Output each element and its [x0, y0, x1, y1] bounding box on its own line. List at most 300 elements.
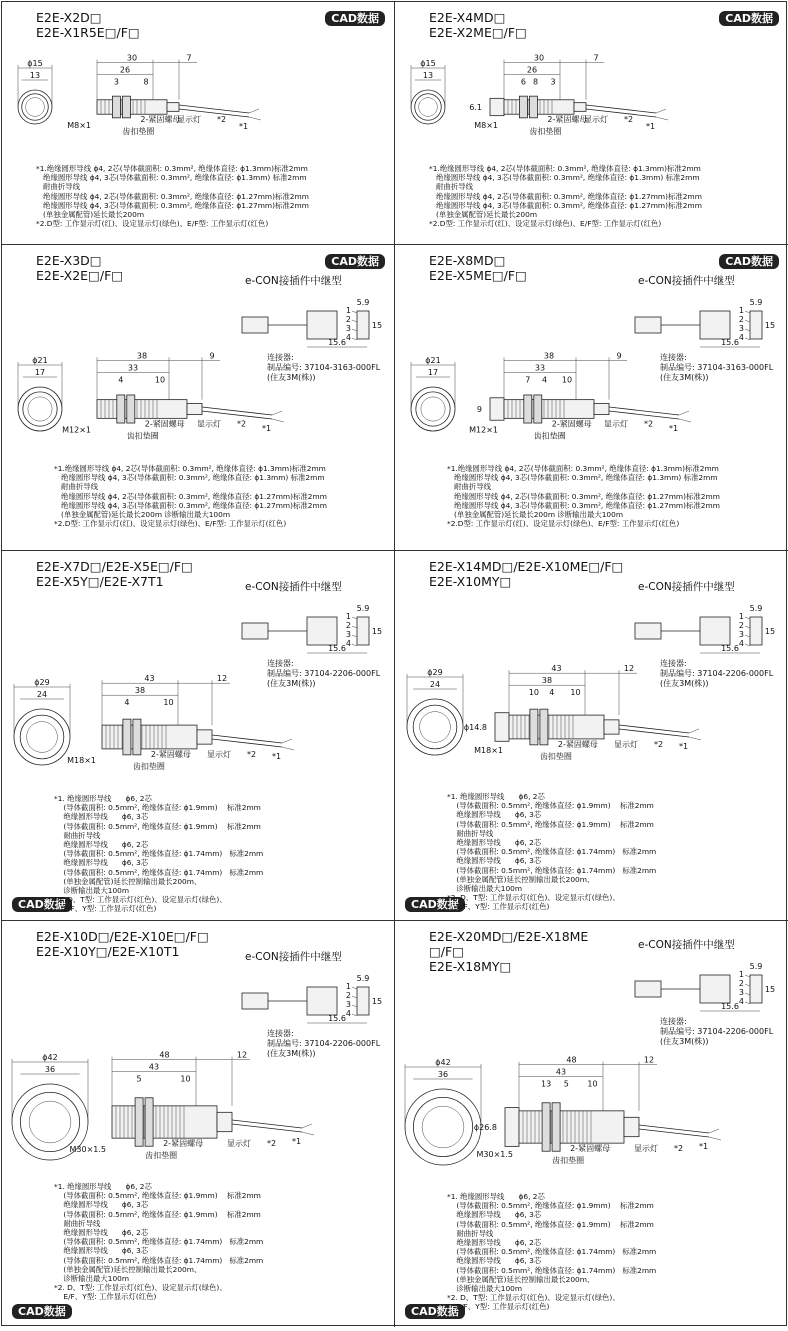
pin-label: 4 — [345, 639, 351, 648]
note-line: *1. 绝缘圆形导线 ϕ6, 2芯 — [447, 1192, 545, 1201]
note-line: 绝缘圆形导线 ϕ6, 2芯 — [447, 1238, 542, 1248]
indicator-label: 显示灯 — [634, 1144, 658, 1154]
clamp-nut — [122, 96, 130, 118]
connector-info-line: 连接器: — [660, 1017, 687, 1026]
tail-length-label: 7 — [593, 53, 599, 63]
pin-label: 1 — [345, 982, 351, 991]
head-diameter-label: 9 — [476, 405, 482, 414]
thread-spec-label: M8×1 — [67, 121, 91, 131]
model-cell — [395, 551, 788, 921]
econ-pin-face — [357, 617, 369, 645]
sensing-head — [490, 98, 504, 115]
thread-length-label: 33 — [127, 363, 139, 373]
econ-connector-label: e-CON接插件中继型 — [638, 581, 735, 593]
clamp-nut — [135, 1098, 143, 1146]
connector-plug — [635, 623, 661, 639]
cable — [586, 105, 656, 113]
front-diameter-label: ϕ21 — [32, 356, 48, 365]
note-line: *2. D、T型: 工作显示灯(红色)、设定显示灯(绿色)、 — [447, 893, 620, 903]
note-line: 耐曲折导线 — [54, 830, 101, 840]
head-diameter-label: ϕ26.8 — [473, 1123, 497, 1132]
note-line: (导体截面积: 0.5mm², 绝缘体直径: ϕ1.74mm) 标准2mm — [54, 1237, 264, 1247]
cable-notes — [429, 164, 702, 228]
toothed-washer-label: 齿扣垫圈 — [122, 127, 155, 137]
note-line: *1.绝缘圆形导线 ϕ4, 2芯(导体截面积: 0.3mm², 绝缘体直径: ϕ1.3mm)标准2mm — [429, 164, 701, 173]
pin-label: 2 — [738, 621, 744, 630]
note-line: 绝缘圆形导线 ϕ6, 2芯 — [447, 838, 542, 848]
model-title: E2E-X20MD□/E2E-X18ME □/F□ E2E-X18MY□ — [429, 929, 589, 974]
note-line: 绝缘圆形导线 ϕ6, 3芯 — [54, 1200, 149, 1210]
cable-protector — [594, 403, 609, 414]
note-line: (单独金属配管)延长最长200m 诊断输出最大100m — [54, 510, 231, 520]
connector-length-label: 15.6 — [721, 1002, 739, 1011]
note-line: *2. D、T型: 工作显示灯(红色)、设定显示灯(绿色)、 — [447, 1293, 620, 1303]
pin-label: 4 — [738, 333, 744, 342]
connector-info — [267, 1029, 380, 1059]
cable — [179, 105, 249, 113]
cable-protector — [197, 730, 212, 744]
connector-info-line: (住友3M(株)) — [267, 373, 316, 382]
overall-length-label: 38 — [543, 351, 555, 361]
connector-plug — [242, 623, 268, 639]
dim-a-label: 6 — [520, 77, 526, 87]
connector-length-label: 15.6 — [328, 644, 346, 653]
cable — [202, 407, 272, 415]
connector-info-line: 连接器: — [660, 353, 687, 362]
clamp-nut — [540, 709, 548, 745]
note2-ref: *2 — [217, 115, 227, 125]
note-line: (导体截面积: 0.5mm², 绝缘体直径: ϕ1.74mm) 标准2mm — [447, 847, 657, 857]
thread-spec-label: M30×1.5 — [69, 1145, 106, 1155]
indicator-label: 显示灯 — [177, 115, 201, 125]
tail-length-label: 12 — [643, 1055, 655, 1065]
note-line: (单独金属配管)延长最长200m — [429, 210, 538, 220]
connector-plug — [242, 317, 268, 333]
clamp-nut — [123, 719, 131, 755]
note-line: 耐曲折导线 — [447, 1228, 494, 1238]
thread-spec-label: M18×1 — [67, 755, 96, 765]
sensing-head — [505, 1108, 519, 1147]
pin-label: 2 — [738, 979, 744, 988]
thread-spec-label: M12×1 — [62, 425, 91, 435]
thread-spec-label: M8×1 — [474, 121, 498, 131]
cable-protector — [624, 1117, 639, 1136]
note-line: (导体截面积: 0.5mm², 绝缘体直径: ϕ1.74mm) 标准2mm — [447, 1247, 657, 1257]
front-diameter-label: ϕ21 — [425, 356, 441, 365]
front-diameter-label: ϕ42 — [42, 1053, 58, 1062]
note-line: 绝缘圆形导线 ϕ4, 3芯(导体截面积: 0.3mm², 绝缘体直径: ϕ1.27mm)标准2mm — [447, 500, 720, 510]
econ-connector-label: e-CON接插件中继型 — [638, 275, 735, 287]
connector-info — [267, 659, 380, 689]
pin-label: 4 — [738, 997, 744, 1006]
hex-width-label: 24 — [36, 690, 48, 699]
front-diameter-label: ϕ42 — [435, 1058, 451, 1067]
connector-width-label: 5.9 — [356, 604, 370, 613]
note-line: 诊断输出最大100m — [447, 1284, 523, 1294]
pin-label: 4 — [345, 333, 351, 342]
datasheet — [1, 1, 787, 1326]
cad-data-button[interactable]: CAD数据 — [325, 11, 385, 26]
note-line: (导体截面积: 0.5mm², 绝缘体直径: ϕ1.9mm) 标准2mm — [447, 1201, 654, 1211]
tail-length-label: 9 — [616, 351, 622, 361]
model-title: E2E-X10D□/E2E-X10E□/F□ E2E-X10Y□/E2E-X10T1 — [36, 929, 209, 959]
head-diameter-label: 6.1 — [469, 103, 482, 112]
front-view-outer — [411, 90, 445, 124]
econ-housing — [700, 617, 730, 645]
cad-data-button[interactable]: CAD数据 — [719, 11, 779, 26]
note-line: 绝缘圆形导线 ϕ4, 3芯(导体截面积: 0.3mm², 绝缘体直径: ϕ1.3mm) 标准2mm — [447, 473, 718, 483]
hex-width-label: 36 — [44, 1065, 56, 1074]
indicator-label: 显示灯 — [197, 419, 221, 429]
econ-housing — [307, 987, 337, 1015]
clamp-nut — [552, 1103, 560, 1151]
pin-label: 1 — [345, 612, 351, 621]
note-line: (导体截面积: 0.5mm², 绝缘体直径: ϕ1.9mm) 标准2mm — [447, 819, 654, 829]
note-line: 诊断输出最大100m — [54, 886, 130, 896]
front-diameter-label: ϕ15 — [420, 59, 436, 68]
note-line: (单独金属配管)延长控制输出最长200m、 — [54, 876, 202, 886]
econ-housing — [700, 311, 730, 339]
note-line: (导体截面积: 0.5mm², 绝缘体直径: ϕ1.9mm) 标准2mm — [54, 1209, 261, 1219]
sensor-body — [102, 725, 197, 749]
hex-width-label: 36 — [437, 1070, 449, 1079]
hex-width-label: 13 — [422, 71, 434, 80]
note-line: 诊断输出最大100m — [447, 884, 523, 894]
indicator-label: 显示灯 — [227, 1139, 251, 1149]
econ-pin-face — [357, 311, 369, 339]
note2-ref: *2 — [267, 1139, 277, 1149]
cable — [212, 735, 282, 743]
note-line: *2.D型: 工作显示灯(红)、设定显示灯(绿色)、E/F型: 工作显示灯(红色) — [36, 219, 269, 229]
note-line: (单独金属配管)延长控制输出最长200m、 — [447, 1274, 595, 1284]
sensing-head — [490, 398, 504, 420]
note-line: *2. D、T型: 工作显示灯(红色)、设定显示灯(绿色)、 — [54, 895, 227, 905]
connector-info — [660, 659, 773, 689]
note-line: 绝缘圆形导线 ϕ4, 2芯(导体截面积: 0.3mm², 绝缘体直径: ϕ1.27mm)标准2mm — [447, 491, 720, 501]
clamp-nut — [133, 719, 141, 755]
note-line: E/F、Y型: 工作显示灯(红色) — [447, 1302, 550, 1312]
note-line: *1.绝缘圆形导线 ϕ4, 2芯(导体截面积: 0.3mm², 绝缘体直径: ϕ1.3mm)标准2mm — [447, 464, 719, 473]
front-diameter-label: ϕ15 — [27, 59, 43, 68]
sensor-body — [504, 400, 594, 419]
cable-notes — [36, 164, 309, 228]
cable-notes — [54, 794, 263, 914]
connector-info-line: 制品编号: 37104-2206-000FL — [660, 669, 774, 678]
overall-length-label: 48 — [159, 1050, 170, 1060]
front-view-face — [29, 1101, 71, 1143]
cable-protector — [217, 1112, 232, 1131]
dim-c-label: 8 — [532, 77, 539, 87]
clamp-nut — [530, 709, 538, 745]
pin-label: 1 — [738, 970, 744, 979]
note-line: 绝缘圆形导线 ϕ6, 3芯 — [54, 858, 149, 868]
cable — [639, 1125, 709, 1133]
cad-data-button[interactable]: CAD数据 — [12, 897, 72, 912]
note2-ref: *2 — [624, 115, 634, 125]
clamp-nut — [524, 395, 532, 423]
tail-length-label: 12 — [216, 674, 228, 684]
pin-label: 2 — [345, 621, 351, 630]
model-title: E2E-X3D□ E2E-X2E□/F□ — [36, 253, 124, 283]
connector-height-label: 15 — [764, 627, 776, 636]
front-diameter-label: ϕ29 — [34, 678, 50, 687]
note-line: 绝缘圆形导线 ϕ4, 2芯(导体截面积: 0.3mm², 绝缘体直径: ϕ1.27mm)标准2mm — [429, 191, 702, 201]
dim-a-label: 13 — [541, 1079, 552, 1089]
note1-ref: *1 — [272, 752, 282, 761]
dim-b-label: 10 — [587, 1079, 598, 1089]
note-line: (单独金属配管)延长最长200m 诊断输出最大100m — [447, 510, 624, 520]
cad-data-button[interactable]: CAD数据 — [405, 1304, 465, 1319]
note-line: 绝缘圆形导线 ϕ4, 3芯(导体截面积: 0.3mm², 绝缘体直径: ϕ1.3mm) 标准2mm — [54, 473, 325, 483]
note-line: 耐曲折导线 — [54, 482, 99, 492]
connector-info-line: 制品编号: 37104-2206-000FL — [660, 1027, 774, 1036]
thread-spec-label: M12×1 — [469, 425, 498, 435]
thread-length-label: 38 — [541, 676, 553, 686]
cad-data-button[interactable]: CAD数据 — [719, 254, 779, 269]
note2-ref: *2 — [674, 1144, 684, 1154]
note-line: (单独金属配管)延长最长200m — [36, 210, 145, 220]
clamp-nut-label: 2-紧固螺母 — [547, 115, 588, 125]
note-line: 绝缘圆形导线 ϕ6, 3芯 — [447, 856, 542, 866]
note-line: 绝缘圆形导线 ϕ4, 3芯(导体截面积: 0.3mm², 绝缘体直径: ϕ1.27mm)标准2mm — [36, 200, 309, 210]
clamp-nut — [112, 96, 120, 118]
toothed-washer-label: 齿扣垫圈 — [132, 761, 165, 771]
connector-info-line: 连接器: — [660, 659, 687, 668]
pin-label: 4 — [738, 639, 744, 648]
note-line: 诊断输出最大100m — [54, 1274, 130, 1284]
thread-spec-label: M18×1 — [474, 745, 503, 755]
pin-label: 3 — [738, 630, 744, 639]
cable — [232, 1120, 302, 1128]
note-line: (导体截面积: 0.5mm², 绝缘体直径: ϕ1.9mm) 标准2mm — [54, 803, 261, 813]
pin-label: 2 — [345, 991, 351, 1000]
model-cell — [2, 551, 395, 921]
note-line: *1.绝缘圆形导线 ϕ4, 2芯(导体截面积: 0.3mm², 绝缘体直径: ϕ1.3mm)标准2mm — [36, 164, 308, 173]
note-line: 绝缘圆形导线 ϕ4, 2芯(导体截面积: 0.3mm², 绝缘体直径: ϕ1.27mm)标准2mm — [36, 191, 309, 201]
thread-length-label: 33 — [534, 363, 546, 373]
note-line: *1. 绝缘圆形导线 ϕ6, 2芯 — [447, 792, 545, 801]
front-view-face — [420, 712, 451, 743]
clamp-nut — [534, 395, 542, 423]
connector-info-line: 连接器: — [267, 1029, 294, 1038]
front-view-face — [26, 98, 45, 117]
clamp-nut-label: 2-紧固螺母 — [570, 1144, 611, 1154]
connector-plug — [242, 993, 268, 1009]
connector-length-label: 15.6 — [328, 1014, 346, 1023]
connector-height-label: 15 — [764, 321, 776, 330]
note-line: *1. 绝缘圆形导线 ϕ6, 2芯 — [54, 794, 152, 803]
note-line: E/F、Y型: 工作显示灯(红色) — [447, 902, 550, 912]
note-line: 耐曲折导线 — [429, 182, 474, 192]
econ-pin-face — [750, 975, 762, 1003]
econ-pin-face — [750, 311, 762, 339]
clamp-nut-label: 2-紧固螺母 — [140, 115, 181, 125]
connector-height-label: 15 — [764, 985, 776, 994]
model-title: E2E-X8MD□ E2E-X5ME□/F□ — [429, 253, 527, 283]
cad-data-button[interactable]: CAD数据 — [325, 254, 385, 269]
dim-a-label: 5 — [136, 1074, 142, 1084]
dim-b-label: 3 — [550, 77, 556, 87]
indicator-label: 显示灯 — [207, 749, 231, 759]
note-line: (导体截面积: 0.5mm², 绝缘体直径: ϕ1.9mm) 标准2mm — [447, 1219, 654, 1229]
connector-info — [660, 1017, 773, 1047]
note-line: E/F、Y型: 工作显示灯(红色) — [54, 1292, 157, 1302]
clamp-nut-label: 2-紧固螺母 — [557, 739, 598, 749]
pin-label: 3 — [738, 988, 744, 997]
model-title: E2E-X4MD□ E2E-X2ME□/F□ — [429, 10, 527, 40]
clamp-nut — [529, 96, 537, 118]
model-title: E2E-X7D□/E2E-X5E□/F□ E2E-X5Y□/E2E-X7T1 — [36, 559, 193, 589]
thread-length-label: 43 — [555, 1067, 567, 1077]
note-line: *1.绝缘圆形导线 ϕ4, 2芯(导体截面积: 0.3mm², 绝缘体直径: ϕ1.3mm)标准2mm — [54, 464, 326, 473]
note-line: 绝缘圆形导线 ϕ4, 3芯(导体截面积: 0.3mm², 绝缘体直径: ϕ1.27mm)标准2mm — [54, 500, 327, 510]
pin-label: 1 — [738, 306, 744, 315]
indicator-label: 显示灯 — [604, 419, 628, 429]
note1-ref: *1 — [239, 122, 249, 131]
note-line: (单独金属配管)延长控制输出最长200m、 — [54, 1264, 202, 1274]
dim-c-label: 4 — [541, 375, 548, 385]
note2-ref: *2 — [644, 419, 654, 429]
clamp-nut-label: 2-紧固螺母 — [551, 419, 592, 429]
note-line: (导体截面积: 0.5mm², 绝缘体直径: ϕ1.74mm) 标准2mm — [447, 865, 657, 875]
model-cell — [2, 2, 395, 245]
clamp-nut — [145, 1098, 153, 1146]
econ-connector-label: e-CON接插件中继型 — [245, 275, 342, 287]
sensor-body — [97, 400, 187, 419]
cable-notes — [54, 464, 327, 528]
note-line: *1. 绝缘圆形导线 ϕ6, 2芯 — [54, 1182, 152, 1191]
connector-info-line: (住友3M(株)) — [660, 373, 709, 382]
note-line: 绝缘圆形导线 ϕ4, 3芯(导体截面积: 0.3mm², 绝缘体直径: ϕ1.3mm) 标准2mm — [429, 173, 700, 183]
cad-data-button[interactable]: CAD数据 — [12, 1304, 72, 1319]
note-line: *2.D型: 工作显示灯(红)、设定显示灯(绿色)、E/F型: 工作显示灯(红色) — [54, 519, 287, 529]
clamp-nut-label: 2-紧固螺母 — [163, 1139, 204, 1149]
front-view-outer — [18, 387, 62, 431]
thread-length-label: 26 — [119, 65, 131, 75]
pin-label: 1 — [738, 612, 744, 621]
cad-data-button[interactable]: CAD数据 — [405, 897, 465, 912]
connector-info — [660, 353, 773, 383]
dim-c-label: 5 — [563, 1079, 569, 1089]
cable-protector — [167, 103, 179, 112]
dim-b-label: 10 — [180, 1074, 191, 1084]
toothed-washer-label: 齿扣垫圈 — [126, 431, 159, 441]
cable-notes — [447, 792, 656, 912]
note-line: *2. D、T型: 工作显示灯(红色)、设定显示灯(绿色)、 — [54, 1283, 227, 1293]
note-line: 绝缘圆形导线 ϕ6, 3芯 — [447, 1210, 542, 1220]
econ-connector-label: e-CON接插件中继型 — [245, 951, 342, 963]
pin-label: 2 — [345, 315, 351, 324]
connector-height-label: 15 — [371, 321, 383, 330]
note-line: *2.D型: 工作显示灯(红)、设定显示灯(绿色)、E/F型: 工作显示灯(红色) — [447, 519, 680, 529]
note-line: (单独金属配管)延长控制输出最长200m、 — [447, 874, 595, 884]
front-view-outer — [18, 90, 52, 124]
toothed-washer-label: 齿扣垫圈 — [529, 127, 562, 137]
pin-label: 1 — [345, 306, 351, 315]
cable-protector — [187, 403, 202, 414]
note-line: 绝缘圆形导线 ϕ6, 3芯 — [54, 812, 149, 822]
note2-ref: *2 — [247, 749, 257, 759]
connector-info-line: (住友3M(株)) — [660, 679, 709, 688]
econ-connector-label: e-CON接插件中继型 — [638, 939, 735, 951]
clamp-nut — [127, 395, 135, 423]
note-line: 绝缘圆形导线 ϕ4, 3芯(导体截面积: 0.3mm², 绝缘体直径: ϕ1.27mm)标准2mm — [429, 200, 702, 210]
front-view-face — [28, 397, 52, 421]
model-cell — [395, 921, 788, 1327]
connector-info-line: 制品编号: 37104-3163-000FL — [267, 363, 381, 372]
connector-plug — [635, 981, 661, 997]
dim-b-label: 8 — [143, 77, 149, 87]
note-line: 耐曲折导线 — [54, 1218, 101, 1228]
sensor-body — [504, 100, 574, 114]
model-cell — [2, 921, 395, 1327]
connector-info-line: 连接器: — [267, 659, 294, 668]
connector-width-label: 5.9 — [749, 298, 763, 307]
note1-ref: *1 — [646, 122, 656, 131]
tail-length-label: 9 — [209, 351, 215, 361]
pin-label: 3 — [738, 324, 744, 333]
pin-label: 3 — [345, 324, 351, 333]
sensing-head — [495, 713, 509, 742]
toothed-washer-label: 齿扣垫圈 — [533, 431, 566, 441]
connector-length-label: 15.6 — [721, 644, 739, 653]
front-view-face — [421, 397, 445, 421]
thread-length-label: 38 — [134, 686, 146, 696]
dim-a-label: 10 — [528, 688, 539, 698]
connector-height-label: 15 — [371, 997, 383, 1006]
connector-info-line: 制品编号: 37104-3163-000FL — [660, 363, 774, 372]
front-view-outer — [407, 699, 463, 755]
thread-length-label: 26 — [526, 65, 538, 75]
connector-info — [267, 353, 380, 383]
econ-housing — [307, 311, 337, 339]
dim-a-label: 3 — [113, 77, 119, 87]
front-view-face — [419, 98, 438, 117]
note-line: (导体截面积: 0.5mm², 绝缘体直径: ϕ1.9mm) 标准2mm — [54, 1191, 261, 1201]
connector-plug — [635, 317, 661, 333]
note-line: 绝缘圆形导线 ϕ6, 3芯 — [447, 810, 542, 820]
dim-b-label: 10 — [163, 698, 174, 708]
note-line: (导体截面积: 0.5mm², 绝缘体直径: ϕ1.74mm) 标准2mm — [447, 1265, 657, 1275]
cable-protector — [604, 720, 619, 734]
cable — [619, 725, 689, 733]
note-line: (导体截面积: 0.5mm², 绝缘体直径: ϕ1.74mm) 标准2mm — [54, 849, 264, 859]
clamp-nut-label: 2-紧固螺母 — [144, 419, 185, 429]
cable-protector — [574, 103, 586, 112]
note-line: (导体截面积: 0.5mm², 绝缘体直径: ϕ1.9mm) 标准2mm — [54, 821, 261, 831]
note-line: 耐曲折导线 — [447, 482, 492, 492]
note-line: (导体截面积: 0.5mm², 绝缘体直径: ϕ1.74mm) 标准2mm — [54, 1255, 264, 1265]
connector-info-line: (住友3M(株)) — [267, 1049, 316, 1058]
connector-width-label: 5.9 — [749, 962, 763, 971]
overall-length-label: 43 — [144, 674, 155, 684]
connector-width-label: 5.9 — [749, 604, 763, 613]
note-line: (导体截面积: 0.5mm², 绝缘体直径: ϕ1.9mm) 标准2mm — [447, 801, 654, 811]
front-view-face — [27, 722, 58, 753]
note-line: 绝缘圆形导线 ϕ4, 2芯(导体截面积: 0.3mm², 绝缘体直径: ϕ1.27mm)标准2mm — [54, 491, 327, 501]
note1-ref: *1 — [262, 424, 272, 433]
indicator-label: 显示灯 — [584, 115, 608, 125]
note-line: 耐曲折导线 — [447, 828, 494, 838]
cable — [609, 407, 679, 415]
note1-ref: *1 — [292, 1137, 302, 1146]
note-line: 绝缘圆形导线 ϕ6, 2芯 — [54, 840, 149, 850]
pin-label: 4 — [345, 1009, 351, 1018]
note-line: 绝缘圆形导线 ϕ6, 3芯 — [447, 1256, 542, 1266]
connector-info-line: (住友3M(株)) — [660, 1037, 709, 1046]
toothed-washer-label: 齿扣垫圈 — [539, 751, 572, 761]
connector-length-label: 15.6 — [328, 338, 346, 347]
